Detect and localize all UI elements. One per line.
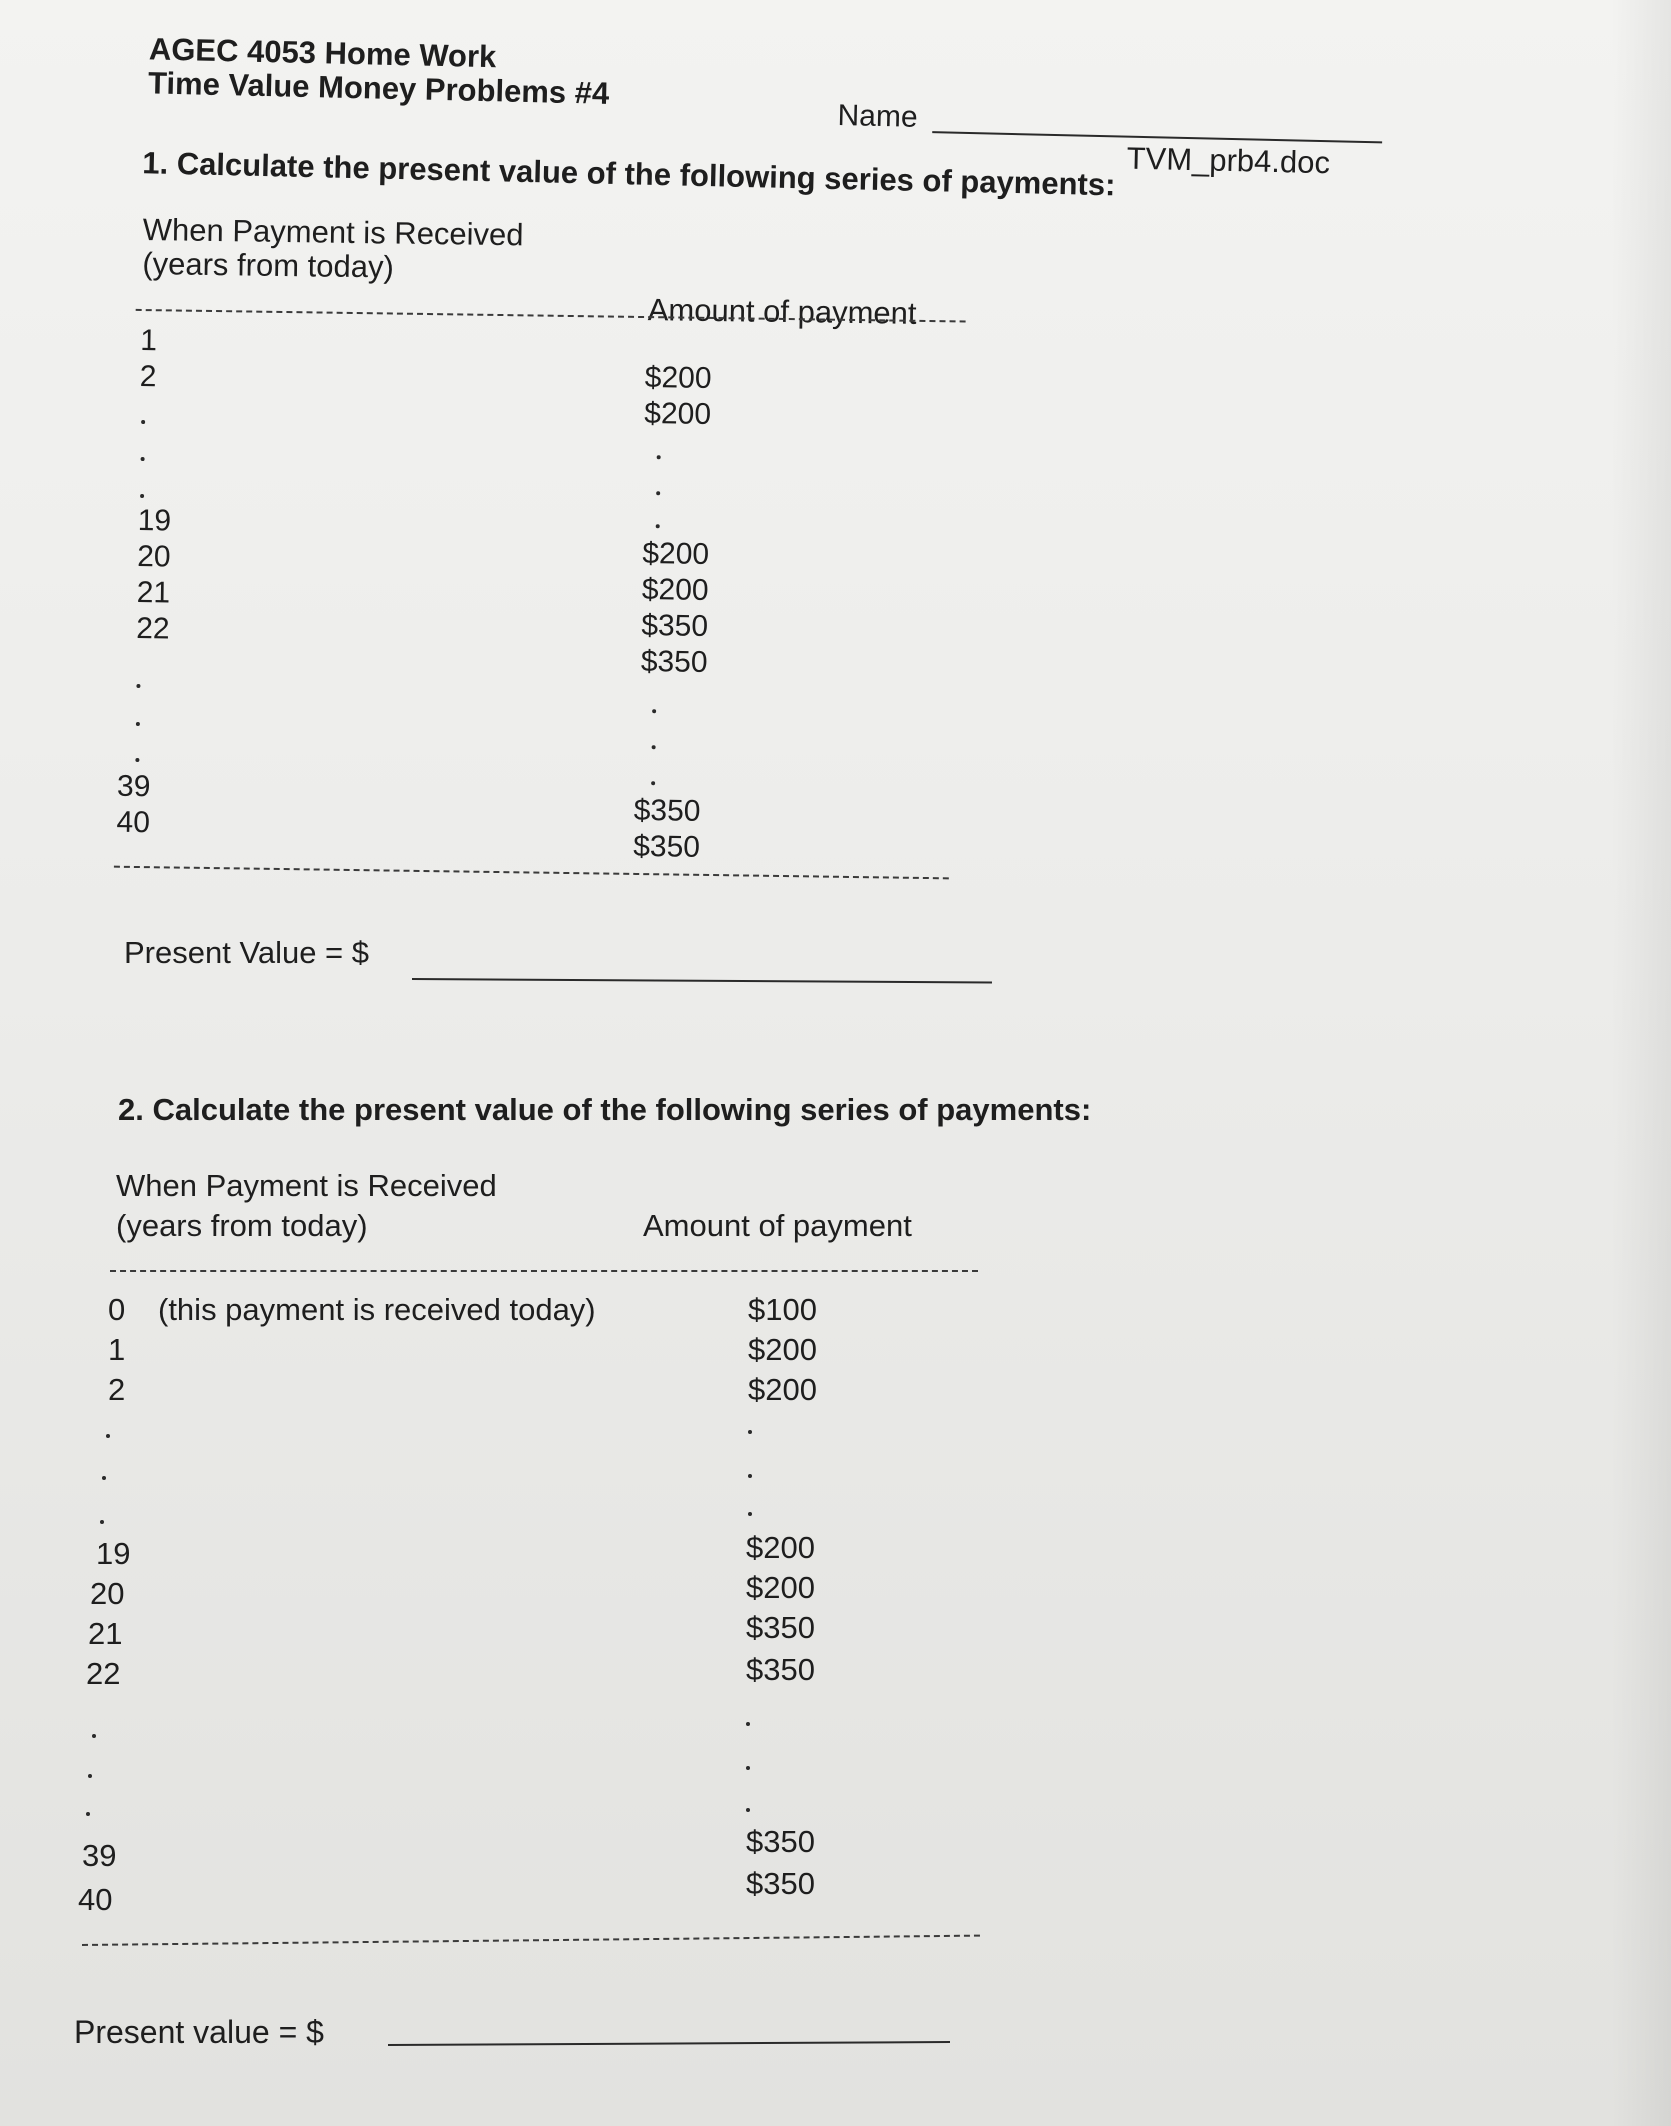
ellipsis-dot (92, 1734, 96, 1738)
p1-year: 1 (140, 323, 158, 358)
problem1-table (0, 0, 1671, 1023)
p1-amount: $200 (644, 397, 712, 431)
ellipsis-dot (746, 1722, 750, 1726)
p1-year: 22 (136, 611, 170, 646)
ellipsis-dot (652, 709, 656, 713)
ellipsis-dot (140, 494, 144, 498)
p1-col1-header-line1: When Payment is Received (142, 212, 524, 253)
ellipsis-dot (748, 1474, 752, 1478)
ellipsis-dot (746, 1766, 750, 1770)
ellipsis-dot (100, 1520, 104, 1524)
p1-year: 19 (137, 503, 172, 538)
p2-amount: $200 (746, 1530, 815, 1565)
ellipsis-dot (136, 722, 140, 726)
ellipsis-dot (88, 1774, 92, 1778)
p1-amount: $350 (633, 829, 701, 864)
p2-amount: $350 (746, 1824, 815, 1859)
ellipsis-dot (651, 781, 655, 785)
p1-year: 2 (139, 359, 157, 394)
assignment-subtitle: Time Value Money Problems #4 (147, 65, 610, 111)
p2-col1-header-line1: When Payment is Received (116, 1168, 497, 1203)
problem2-prompt: 2. Calculate the present value of the following series of payments: (118, 1092, 1092, 1127)
p2-year: 40 (78, 1882, 113, 1917)
p2-amount: $350 (746, 1610, 815, 1645)
p2-amount: $200 (746, 1570, 815, 1605)
p2-year: 22 (86, 1656, 121, 1691)
ellipsis-dot (106, 1434, 110, 1438)
ellipsis-dot (652, 745, 656, 749)
p2-answer-label: Present value = $ (74, 2014, 324, 2050)
p2-year: 39 (82, 1838, 117, 1873)
p2-year: 19 (96, 1536, 131, 1571)
p2-year: 21 (88, 1616, 123, 1651)
ellipsis-dot (746, 1808, 750, 1812)
p1-year: 39 (116, 769, 151, 804)
p1-amount: $200 (644, 361, 712, 395)
ellipsis-dot (136, 684, 140, 688)
p2-year: 2 (108, 1372, 126, 1407)
problem1-prompt: 1. Calculate the present value of the following series of payments: (141, 145, 1116, 203)
p2-col1-header-line2: (years from today) (116, 1208, 368, 1243)
ellipsis-dot (86, 1812, 90, 1816)
p1-amount: $200 (641, 573, 709, 607)
p1-amount: $350 (641, 609, 709, 643)
ellipsis-dot (656, 524, 660, 528)
p2-footer-rule (82, 1935, 980, 1946)
p2-amount: $350 (746, 1866, 815, 1901)
p1-year: 20 (137, 539, 171, 574)
ellipsis-dot (656, 491, 660, 495)
p2-amount: $350 (746, 1652, 815, 1687)
p1-year: 40 (116, 805, 151, 840)
ellipsis-dot (657, 455, 661, 459)
ellipsis-dot (141, 457, 145, 461)
ellipsis-dot (748, 1512, 752, 1516)
p2-header-rule (110, 1270, 978, 1272)
ellipsis-dot (102, 1476, 106, 1480)
p2-amount: $200 (748, 1332, 817, 1367)
p1-col1-header-line2: (years from today) (142, 246, 395, 285)
ellipsis-dot (135, 758, 139, 762)
course-title: AGEC 4053 Home Work (148, 31, 497, 75)
p1-footer-rule (114, 866, 949, 880)
ellipsis-dot (141, 420, 145, 424)
p1-year: 21 (136, 575, 171, 610)
p2-year: 0 (108, 1292, 126, 1327)
p2-amount: $100 (748, 1292, 817, 1327)
p2-col2-header: Amount of payment (643, 1208, 912, 1243)
p2-year: 20 (90, 1576, 125, 1611)
p2-year: 1 (108, 1332, 126, 1367)
p1-amount: $200 (642, 537, 710, 571)
p1-amount: $350 (640, 645, 708, 679)
p2-row0-note: (this payment is received today) (158, 1292, 596, 1327)
name-label: Name (837, 99, 918, 134)
file-name: TVM_prb4.doc (1126, 140, 1331, 181)
p1-answer-label: Present Value = $ (124, 935, 370, 970)
ellipsis-dot (748, 1430, 752, 1434)
p2-amount: $200 (748, 1372, 817, 1407)
p1-amount: $350 (633, 793, 701, 828)
p1-col2-header: Amount of payment (647, 292, 917, 331)
p2-answer-line[interactable] (388, 2041, 950, 2046)
